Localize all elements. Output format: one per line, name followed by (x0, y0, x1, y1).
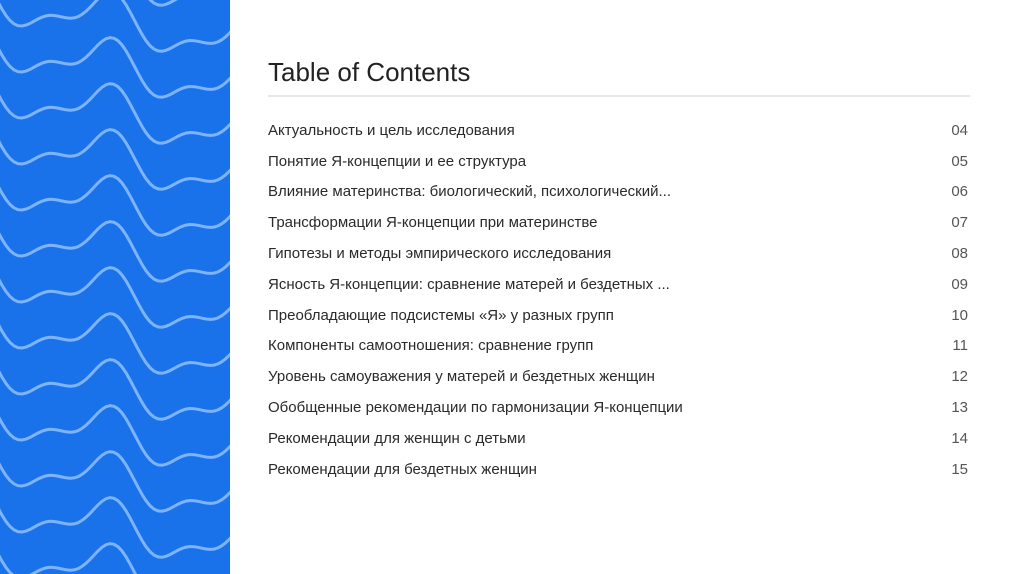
toc-item-page: 10 (951, 306, 968, 324)
toc-item[interactable] (268, 207, 970, 238)
wave-pattern (0, 0, 230, 574)
toc-item[interactable] (268, 300, 970, 331)
toc-item[interactable] (268, 361, 970, 392)
toc-item[interactable] (268, 423, 970, 454)
toc-item-text: Трансформации Я-концепции при материнстве (268, 214, 598, 232)
toc-item-text: Рекомендации для бездетных женщин (268, 460, 537, 478)
toc-list (268, 115, 970, 485)
toc-content (268, 0, 970, 574)
toc-item-page: 14 (951, 429, 968, 447)
toc-item-text: Ясность Я-концепции: сравнение матерей и бездетных ... (268, 275, 670, 293)
toc-item[interactable] (268, 238, 970, 269)
toc-item-text: Понятие Я-концепции и ее структура (268, 152, 527, 170)
toc-item[interactable] (268, 269, 970, 300)
toc-item-text: Обобщенные рекомендации по гармонизации Я-концепции (268, 399, 683, 417)
toc-item-page: 05 (951, 152, 968, 170)
toc-item[interactable] (268, 115, 970, 146)
page-title: Table of Contents (268, 57, 471, 87)
toc-item-page: 08 (951, 245, 968, 263)
decorative-side-panel (0, 0, 230, 574)
toc-item-page: 06 (951, 183, 968, 201)
toc-item-page: 12 (951, 368, 968, 386)
toc-item-page: 15 (951, 460, 968, 478)
toc-item-text: Актуальность и цель исследования (268, 121, 515, 139)
toc-item-page: 04 (951, 121, 968, 139)
toc-item-text: Преобладающие подсистемы «Я» у разных групп (268, 306, 614, 324)
toc-item-text: Влияние материнства: биологический, психологический... (268, 183, 672, 201)
toc-item-page: 09 (951, 275, 968, 293)
title-divider (268, 95, 970, 97)
toc-item-page: 13 (951, 399, 968, 417)
toc-item[interactable] (268, 331, 970, 362)
toc-item[interactable] (268, 146, 970, 177)
toc-item[interactable] (268, 392, 970, 423)
toc-item-page: 11 (952, 337, 968, 355)
toc-item[interactable] (268, 454, 970, 485)
toc-item[interactable] (268, 177, 970, 208)
toc-item-page: 07 (951, 214, 968, 232)
toc-item-text: Компоненты самоотношения: сравнение групп (268, 337, 594, 355)
toc-item-text: Рекомендации для женщин с детьми (268, 429, 526, 447)
toc-item-text: Гипотезы и методы эмпирического исследования (268, 245, 612, 263)
toc-item-text: Уровень самоуважения у матерей и бездетных женщин (268, 368, 655, 386)
